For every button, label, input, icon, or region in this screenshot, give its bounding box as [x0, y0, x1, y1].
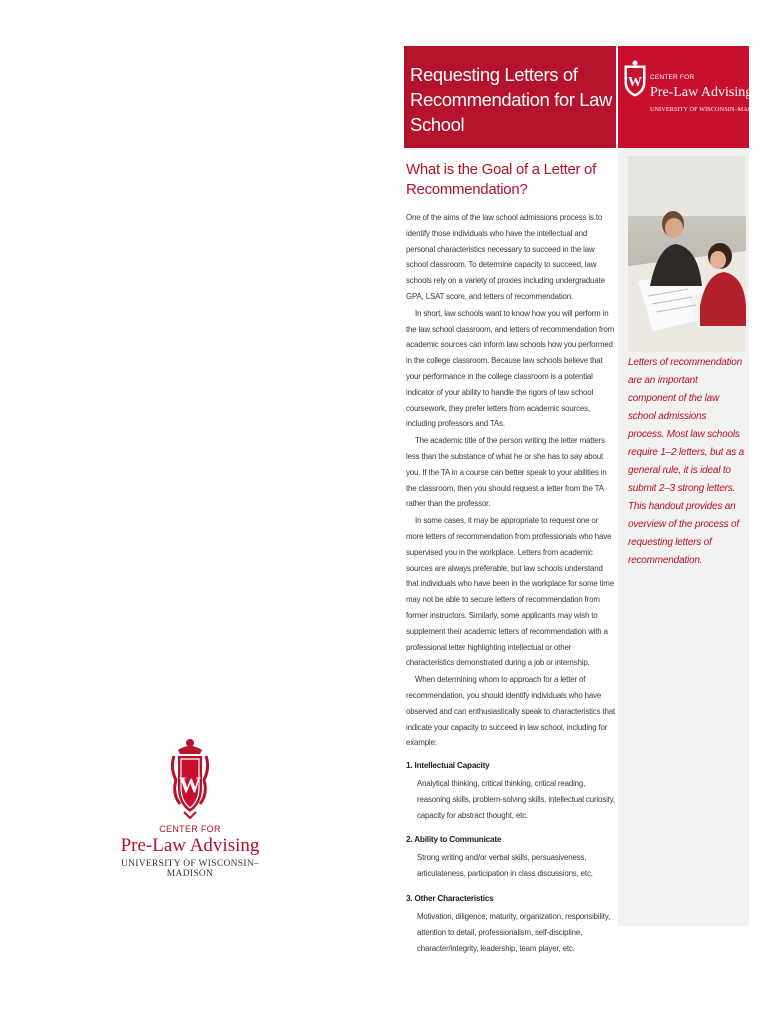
- list-item-title: 3. Other Characteristics: [406, 894, 494, 904]
- uw-crest-icon: [170, 738, 210, 820]
- header-logo-name: Pre-Law Advising: [650, 85, 753, 100]
- list-item: [406, 833, 616, 882]
- list-item-body: Analytical thinking, critical thinking, critical reading, reasoning skills, problem-solving skills, intellectual curiosity, capacity for abstract thought, etc.: [417, 779, 615, 820]
- footer-logo-center-for: CENTER FOR: [159, 824, 221, 834]
- header-logo-band: [618, 46, 768, 148]
- list-item-body: Motivation, diligence, maturity, organization, responsibility, attention to detail, professionalism, self-discipline, character/integrity, leadership, team player, etc.: [417, 912, 611, 953]
- header-logo-center-for: CENTER FOR: [650, 74, 695, 81]
- uw-crest-icon: [622, 60, 648, 98]
- header-logo-university: UNIVERSITY OF WISCONSIN–MADISON: [650, 106, 768, 113]
- footer-logo-name: Pre-Law Advising: [120, 835, 260, 856]
- svg-text:W: W: [179, 772, 201, 797]
- characteristics-list: [406, 759, 616, 956]
- list-item: [406, 892, 616, 956]
- students-studying-photo: [628, 156, 746, 352]
- header-title-band: [404, 46, 616, 148]
- document-title: Requesting Letters of Recommendation for Law School: [410, 64, 612, 135]
- list-item-title: 1. Intellectual Capacity: [406, 761, 490, 771]
- list-item: [406, 759, 616, 823]
- main-content: [406, 160, 616, 966]
- paragraph: In some cases, it may be appropriate to request one or more letters of recommendation from professionals who have supervised you in the workplace. Letters from academic sources are always preferable, but law schools understand that individuals who have been in the workplace for some time may not be able to secure letters of recommendation from former instructors. Similarly, some applicants may wish to supplement their academic letters of recommendation with a professional letter highlighting intellectual or other characteristics demonstrated during a job or internship.: [406, 516, 614, 668]
- paragraph: One of the aims of the law school admissions process is to identify those individuals who have the intellectual and personal characteristics necessary to succeed in the law school classroom. To determine capacity to succeed, law schools rely on a variety of proxies including undergraduate GPA, LSAT score, and letters of recommendation.: [406, 213, 605, 301]
- section-heading: What is the Goal of a Letter of Recommendation?: [406, 161, 596, 198]
- list-item-body: Strong writing and/or verbal skills, persuasiveness, articulateness, participation in class discussions, etc.: [417, 853, 593, 879]
- paragraph: In short, law schools want to know how you will perform in the law school classroom, and letters of recommendation from academic sources can inform law schools how you performed in the college classroom. Because law schools believe that your performance in the college classroom is a potential indicator of your ability to handle the rigors of law school coursework, they prefer letters from academic sources, including professors and TAs.: [406, 308, 615, 429]
- sidebar-caption: Letters of recommendation are an important component of the law school admissions process. Most law schools require 1–2 letters, but as a general rule, it is ideal to submit 2–3 strong letters. This handout provides an overview of the process of requesting letters of recommendation.: [628, 357, 744, 566]
- sidebar: [618, 148, 749, 926]
- footer-logo-university: UNIVERSITY OF WISCONSIN–MADISON: [120, 859, 260, 879]
- svg-text:W: W: [628, 75, 642, 90]
- footer-logo: [120, 738, 260, 879]
- paragraph: When determining whom to approach for a letter of recommendation, you should identify individuals who have observed and can enthusiastically speak to characteristics that indicate your capacity to succeed in law school, including for example:: [406, 675, 615, 748]
- list-item-title: 2. Ability to Communicate: [406, 835, 502, 845]
- paragraph: The academic title of the person writing the letter matters less than the substance of what he or she has to say about you. If the TA in a course can better speak to your abilities in the classroom, then you should request a letter from the TA rather than the professor.: [406, 436, 607, 509]
